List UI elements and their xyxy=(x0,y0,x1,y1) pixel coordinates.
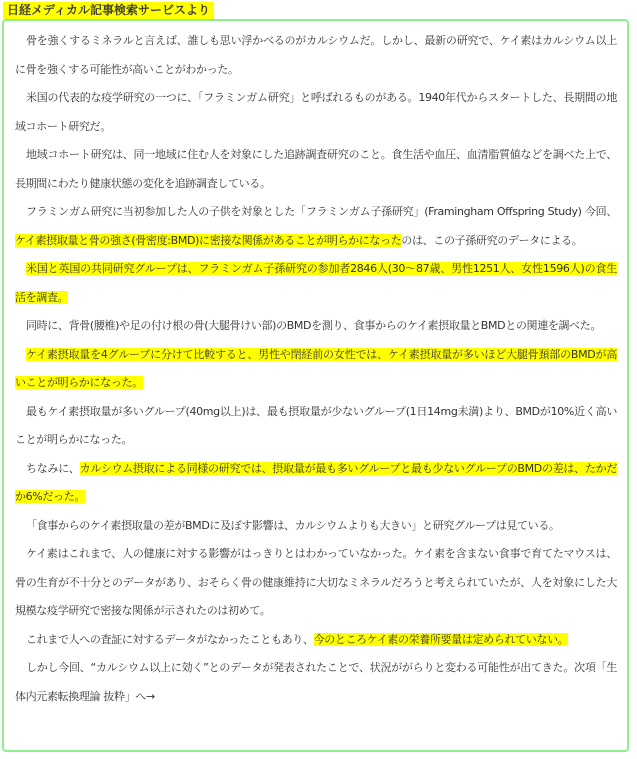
highlighted-text: カルシウム摂取による同様の研究では、摂取量が最も多いグループと最も少ないグループのBMDの差は、たかだか6%だった。 xyxy=(15,461,618,503)
paragraph-text: 「食事からのケイ素摂取量の差がBMDに及ぼす影響は、カルシウムよりも大きい」と研究グループは見ている。 xyxy=(26,518,560,532)
article-paragraph xyxy=(15,27,617,84)
article-paragraph xyxy=(15,198,617,255)
article-paragraph xyxy=(15,654,617,711)
article-frame xyxy=(2,19,629,752)
article-paragraph xyxy=(15,141,617,198)
article-paragraph xyxy=(15,540,617,626)
article-paragraph xyxy=(15,626,617,655)
page-title: 日経メディカル記事検索サービスより xyxy=(3,2,214,19)
highlighted-text: ケイ素摂取量と骨の強さ(骨密度:BMD)に密接な関係があることが明らかになった xyxy=(15,233,402,247)
paragraph-text: のは、この子孫研究のデータによる。 xyxy=(401,233,583,247)
article-paragraph xyxy=(15,341,617,398)
paragraph-text: フラミンガム研究に当初参加した人の子供を対象とした「フラミンガム子孫研究」(Framingham Offspring Study) 今回、 xyxy=(26,205,617,218)
paragraph-text: しかし今回、“カルシウム以上に効く”とのデータが発表されたことで、状況ががらりと変わる可能性が出てきた。次項「生体内元素転換理論 抜粋」へ→ xyxy=(15,661,617,703)
paragraph-text: 地域コホート研究は、同一地域に住む人を対象にした追跡調査研究のこと。食生活や血圧、血清脂質値などを調べた上で、長期間にわたり健康状態の変化を追跡調査している。 xyxy=(15,148,617,190)
highlighted-text: ケイ素摂取量を4グループに分けて比較すると、男性や閉経前の女性では、ケイ素摂取量が多いほど大腿骨頚部のBMDが高いことが明らかになった。 xyxy=(15,347,617,389)
article-paragraph xyxy=(15,512,617,541)
article-paragraph xyxy=(15,455,617,512)
article-paragraph xyxy=(15,312,617,341)
article-paragraph xyxy=(15,84,617,141)
paragraph-text: これまで人への査証に対するデータがなかったこともあり、 xyxy=(26,632,314,646)
paragraph-text: 骨を強くするミネラルと言えば、誰しも思い浮かべるのがカルシウムだ。しかし、最新の研究で、ケイ素はカルシウム以上に骨を強くする可能性が高いことがわかった。 xyxy=(15,34,617,76)
highlighted-text: 今のところケイ素の栄養所要量は定められていない。 xyxy=(313,632,569,646)
paragraph-text: 同時に、背骨(腰椎)や足の付け根の骨(大腿骨けい部)のBMDを測り、食事からのケイ素摂取量とBMDとの関連を調べた。 xyxy=(26,319,602,332)
paragraph-text: 米国の代表的な疫学研究の一つに、「フラミンガム研究」と呼ばれるものがある。1940年代からスタートした、長期間の地域コホート研究だ。 xyxy=(15,91,617,133)
article-paragraph xyxy=(15,255,617,312)
article-paragraph xyxy=(15,398,617,455)
article-body xyxy=(4,21,627,711)
paragraph-text: 最もケイ素摂取量が多いグループ(40mg以上)は、最も摂取量が少ないグループ(1日14mg未満)より、BMDが10%近く高いことが明らかになった。 xyxy=(15,404,617,446)
paragraph-text: ちなみに、 xyxy=(26,461,80,475)
highlighted-text: 米国と英国の共同研究グループは、フラミンガム子孫研究の参加者2846人(30～87歳、男性1251人、女性1596人)の食生活を調査。 xyxy=(15,262,617,304)
paragraph-text: ケイ素はこれまで、人の健康に対する影響がはっきりとはわかっていなかった。ケイ素を含まない食事で育てたマウスは、骨の生育が不十分とのデータがあり、おそらく骨の健康維持に大切なミネラルだろうと考えられていたが、人を対象にした大規模な疫学研究で密接な関係が示されたのは初めて。 xyxy=(15,547,617,617)
